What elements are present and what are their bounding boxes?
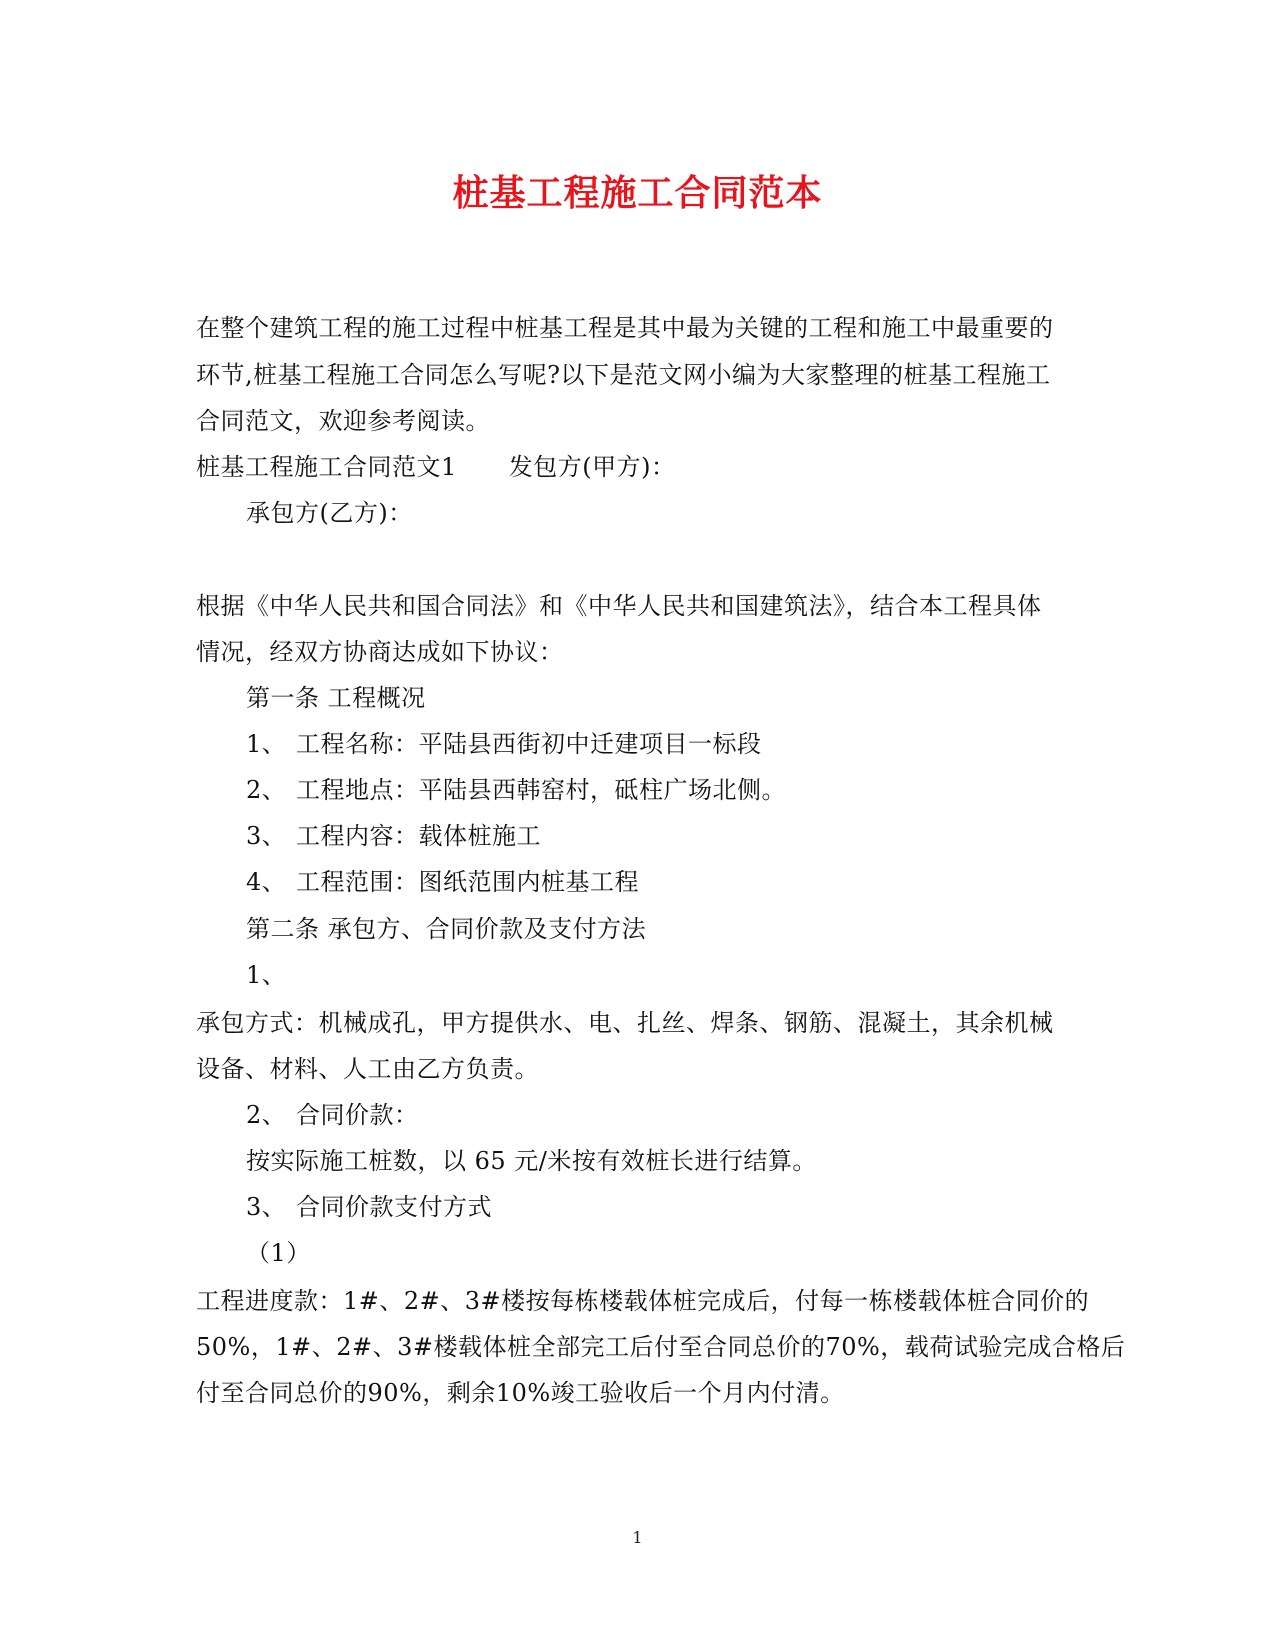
party-a-label: 发包方(甲方)： <box>508 453 676 481</box>
article1-item-3 <box>246 821 541 851</box>
payment-line-1: 工程进度款：1#、2#、3#楼按每栋楼载体桩完成后，付每一栋楼载体桩合同价的 <box>196 1287 1090 1315</box>
item-text: 合同价款支付方式 <box>296 1193 492 1221</box>
article2-item-3 <box>246 1192 492 1222</box>
item-text: 工程地点：平陆县西韩窑村，砥柱广场北侧。 <box>296 776 786 804</box>
intro-line-2: 环节,桩基工程施工合同怎么写呢?以下是范文网小编为大家整理的桩基工程施工 <box>196 361 1051 389</box>
sub-item-1-number: （1） <box>246 1239 311 1267</box>
item-text: 合同价款： <box>296 1101 419 1129</box>
basis-line-1: 根据《中华人民共和国合同法》和《中华人民共和国建筑法》，结合本工程具体 <box>196 592 1042 620</box>
article1-item-2 <box>246 775 786 805</box>
sample-heading-row <box>196 452 676 482</box>
item-number: 4、 <box>246 868 287 896</box>
basis-line-2: 情况，经双方协商达成如下协议： <box>196 638 564 666</box>
article2-item-2 <box>246 1100 419 1130</box>
item-number: 2、 <box>246 1101 287 1129</box>
document-title: 桩基工程施工合同范本 <box>452 172 823 214</box>
article2-item1-number: 1、 <box>246 961 287 989</box>
party-b-label: 承包方(乙方)： <box>246 499 413 527</box>
item-number: 2、 <box>246 776 287 804</box>
article2-heading: 第二条 承包方、合同价款及支付方法 <box>246 915 647 943</box>
page-number: 1 <box>632 1528 643 1547</box>
payment-line-2: 50%，1#、2#、3#楼载体桩全部完工后付至合同总价的70%，载荷试验完成合格后 <box>196 1333 1126 1361</box>
contract-method-line-1: 承包方式：机械成孔，甲方提供水、电、扎丝、焊条、钢筋、混凝土，其余机械 <box>196 1009 1054 1037</box>
price-detail: 按实际施工桩数，以 65 元/米按有效桩长进行结算。 <box>246 1147 817 1175</box>
item-text: 工程内容：载体桩施工 <box>296 822 541 850</box>
article1-heading: 第一条 工程概况 <box>246 684 426 712</box>
intro-line-3: 合同范文，欢迎参考阅读。 <box>196 407 490 435</box>
contract-method-line-2: 设备、材料、人工由乙方负责。 <box>196 1055 539 1083</box>
article1-item-1 <box>246 729 762 759</box>
payment-line-3: 付至合同总价的90%，剩余10%竣工验收后一个月内付清。 <box>196 1379 845 1407</box>
item-number: 3、 <box>246 822 287 850</box>
item-text: 工程名称：平陆县西街初中迁建项目一标段 <box>296 730 762 758</box>
item-text: 工程范围：图纸范围内桩基工程 <box>296 868 639 896</box>
item-number: 1、 <box>246 730 287 758</box>
sample-label: 桩基工程施工合同范文1 <box>196 453 457 481</box>
item-number: 3、 <box>246 1193 287 1221</box>
intro-line-1: 在整个建筑工程的施工过程中桩基工程是其中最为关键的工程和施工中最重要的 <box>196 314 1054 342</box>
article1-item-4 <box>246 867 639 897</box>
